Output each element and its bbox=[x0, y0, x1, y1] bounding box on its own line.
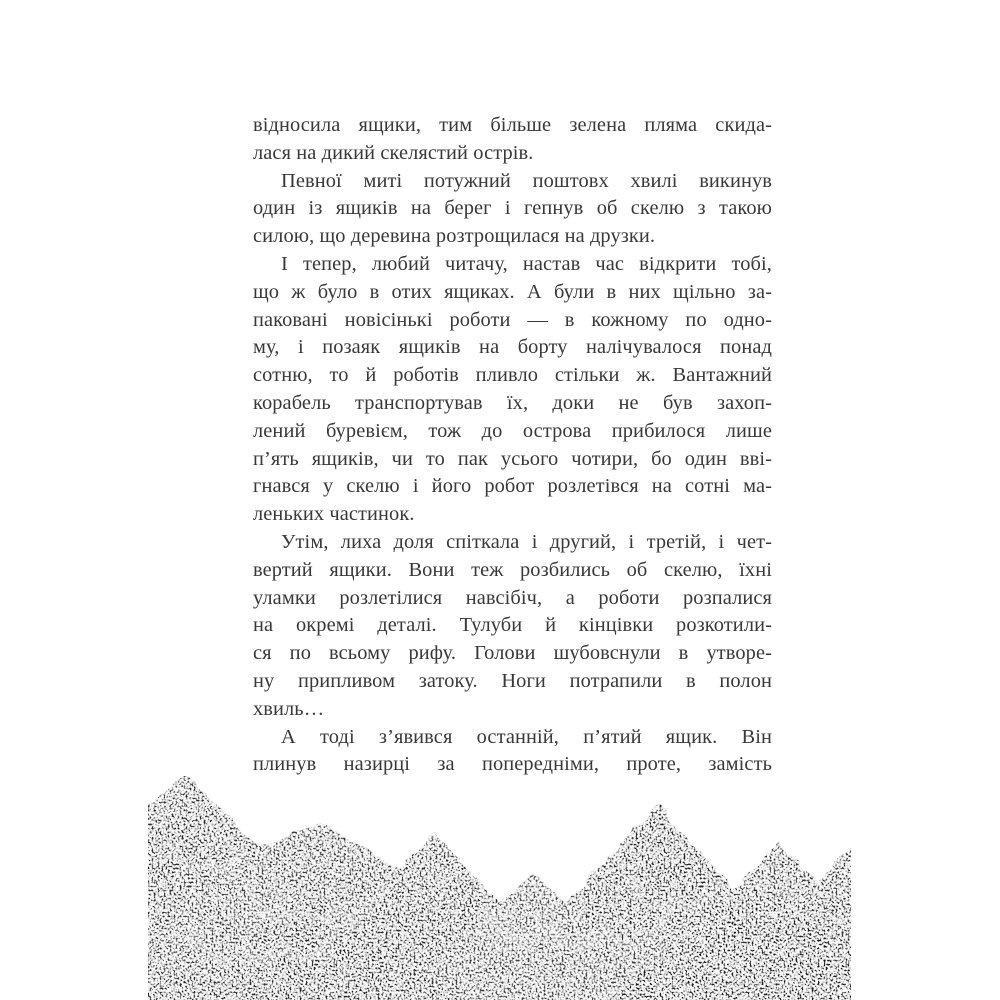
text-line: І тепер, любий читачу, настав час відкрити тобі, bbox=[281, 252, 772, 275]
text-line: один із ящиків на берег і гепнув об скелю з такою bbox=[253, 197, 772, 220]
page-text bbox=[253, 112, 772, 779]
text-line: леньких частинок. bbox=[253, 503, 415, 526]
text-line: відносила ящики, тим більше зелена пляма скида- bbox=[253, 114, 772, 136]
text-line: лений буревієм, тож до острова прибилося лише bbox=[253, 419, 772, 442]
text-line: хвиль… bbox=[253, 697, 325, 720]
text-line: п’ять ящиків, чи то пак усього чотири, бо один вві- bbox=[253, 447, 772, 470]
text-line: ся по всьому рифу. Голови шубовснули в утворе- bbox=[253, 642, 772, 665]
mountain-wave-group bbox=[148, 773, 851, 1000]
text-line: вертий ящики. Вони теж розбились об скелю, їхні bbox=[253, 558, 772, 581]
text-line: на окремі деталі. Тулуби й кінцівки розкотили- bbox=[253, 614, 772, 637]
text-line: сотню, то й роботів пливло стільки ж. Вантажний bbox=[253, 364, 772, 387]
text-line: силою, що деревина розтрощилася на друзки. bbox=[253, 225, 656, 248]
text-line: му, і позаяк ящиків на борту налічувалося понад bbox=[253, 336, 772, 359]
text-line: паковані новісінькі роботи — в кожному по одно- bbox=[253, 308, 772, 331]
text-line: Утім, лиха доля спіткала і другий, і третій, і чет- bbox=[281, 530, 772, 553]
gray-blotch bbox=[173, 910, 233, 936]
gray-blotch bbox=[438, 957, 518, 983]
sea-waves-graphic bbox=[148, 768, 851, 1000]
text-line: ну припливом затоку. Ноги потрапили в полон bbox=[253, 669, 772, 692]
text-line: що ж було в отих ящиках. А були в них щільно за- bbox=[253, 280, 772, 303]
text-line: гнався у скелю і його робот розлетівся на сотні ма- bbox=[253, 475, 772, 498]
text-line: корабель транспортував їх, доки не був захоп- bbox=[253, 391, 772, 414]
sea-waves-illustration bbox=[148, 768, 851, 1000]
text-line: лася на дикий скелястий острів. bbox=[253, 141, 534, 164]
text-line: Певної миті потужний поштовх хвилі викинув bbox=[281, 169, 772, 192]
text-line: уламки розлетілися навсібіч, а роботи розпалися bbox=[253, 586, 772, 609]
text-line: плинув назирці за попередніми, проте, замість bbox=[253, 753, 772, 776]
text-line: А тоді з’явився останній, п’ятий ящик. Він bbox=[281, 725, 772, 748]
